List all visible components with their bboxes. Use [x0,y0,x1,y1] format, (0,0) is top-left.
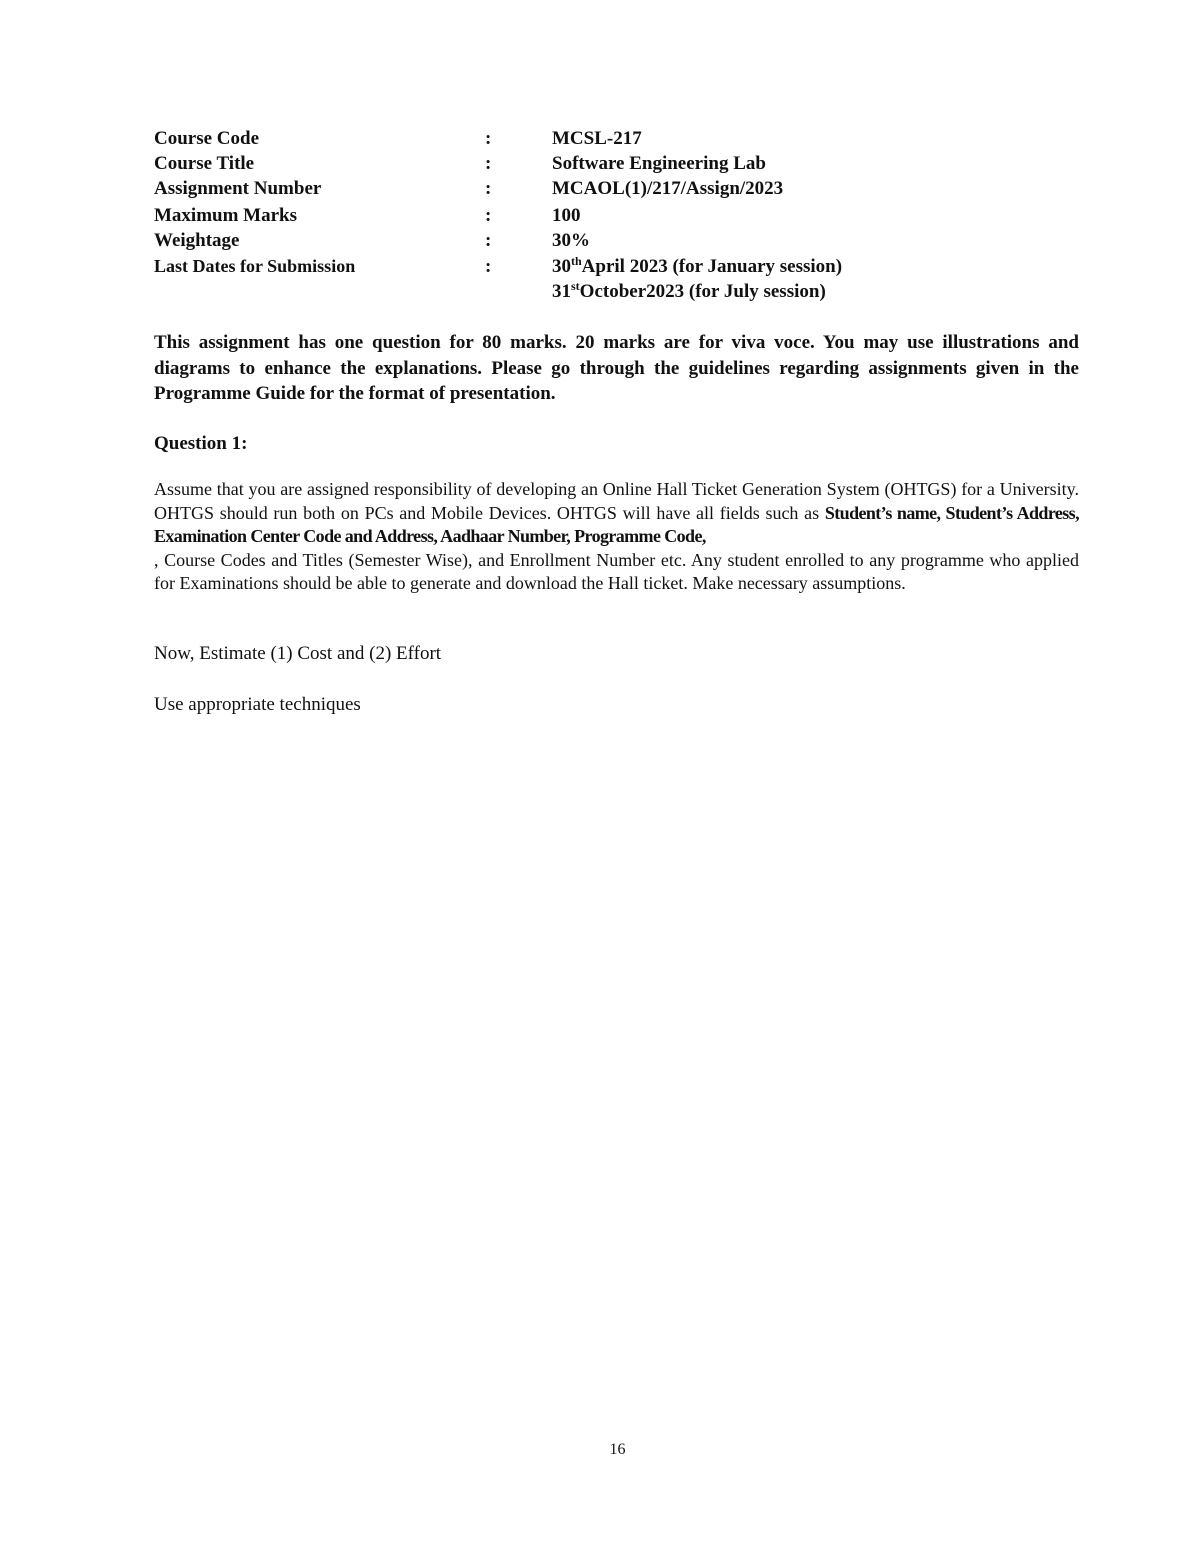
date-text: October2023 (for July session) [579,281,826,302]
question-body-text-continued: , Course Codes and Titles (Semester Wise), and Enrollment Number etc. Any student enrolled to any programme who applied for Examinations should be able to generate and download the Hall ticket. Make necessary assumptions. [154,549,1079,593]
meta-label: Last Dates for Submission [154,256,356,276]
meta-value: 100 [552,205,581,226]
meta-colon: : [485,153,492,174]
date-ordinal-suffix: st [571,279,580,293]
meta-value: 30% [552,230,590,251]
date-text: April 2023 (for January session) [581,256,843,277]
meta-row-last-dates-july [154,279,1054,304]
estimate-instruction: Now, Estimate (1) Cost and (2) Effort [154,643,442,664]
date-ordinal-suffix: th [571,254,582,268]
meta-row-assignment-number [154,176,1054,201]
meta-value: MCAOL(1)/217/Assign/2023 [552,178,784,199]
meta-colon: : [485,128,492,149]
meta-label: Course Title [154,153,255,174]
meta-colon: : [485,256,492,277]
meta-colon: : [485,230,492,251]
submission-date-january [552,254,842,281]
techniques-instruction: Use appropriate techniques [154,694,361,715]
meta-row-weightage [154,228,1054,253]
meta-row-course-code [154,126,1054,151]
meta-value: Software Engineering Lab [552,153,766,174]
meta-colon: : [485,178,492,199]
question-fields-list: Student’s name, Student’s Address, Examination Center Code and Address, Aadhaar Number, Programme Code, [154,502,1079,546]
page-number: 16 [609,1441,626,1458]
meta-label: Weightage [154,230,240,251]
meta-value: MCSL-217 [552,128,642,149]
date-day: 31 [552,281,571,302]
meta-row-maximum-marks [154,203,1054,228]
meta-row-last-dates [154,254,1054,279]
question-body-paragraph [154,478,1079,596]
submission-date-july [552,279,826,306]
meta-colon: : [485,205,492,226]
meta-label: Assignment Number [154,178,322,199]
question-body-text: Assume that you are assigned responsibility of developing an Online Hall Ticket Generation System (OHTGS) for a University. OHTGS should run both on PCs and Mobile Devices. OHTGS will have all fields such as [154,479,1079,523]
assignment-intro-paragraph: This assignment has one question for 80 marks. 20 marks are for viva voce. You may use illustrations and diagrams to enhance the explanations. Please go through the guidelines regarding assignments given in the Programme Guide for the format of presentation. [154,332,1079,404]
question-title: Question 1: [154,433,248,454]
meta-label: Maximum Marks [154,205,298,226]
date-day: 30 [552,256,571,277]
meta-label: Course Code [154,128,260,149]
meta-row-course-title [154,151,1054,176]
